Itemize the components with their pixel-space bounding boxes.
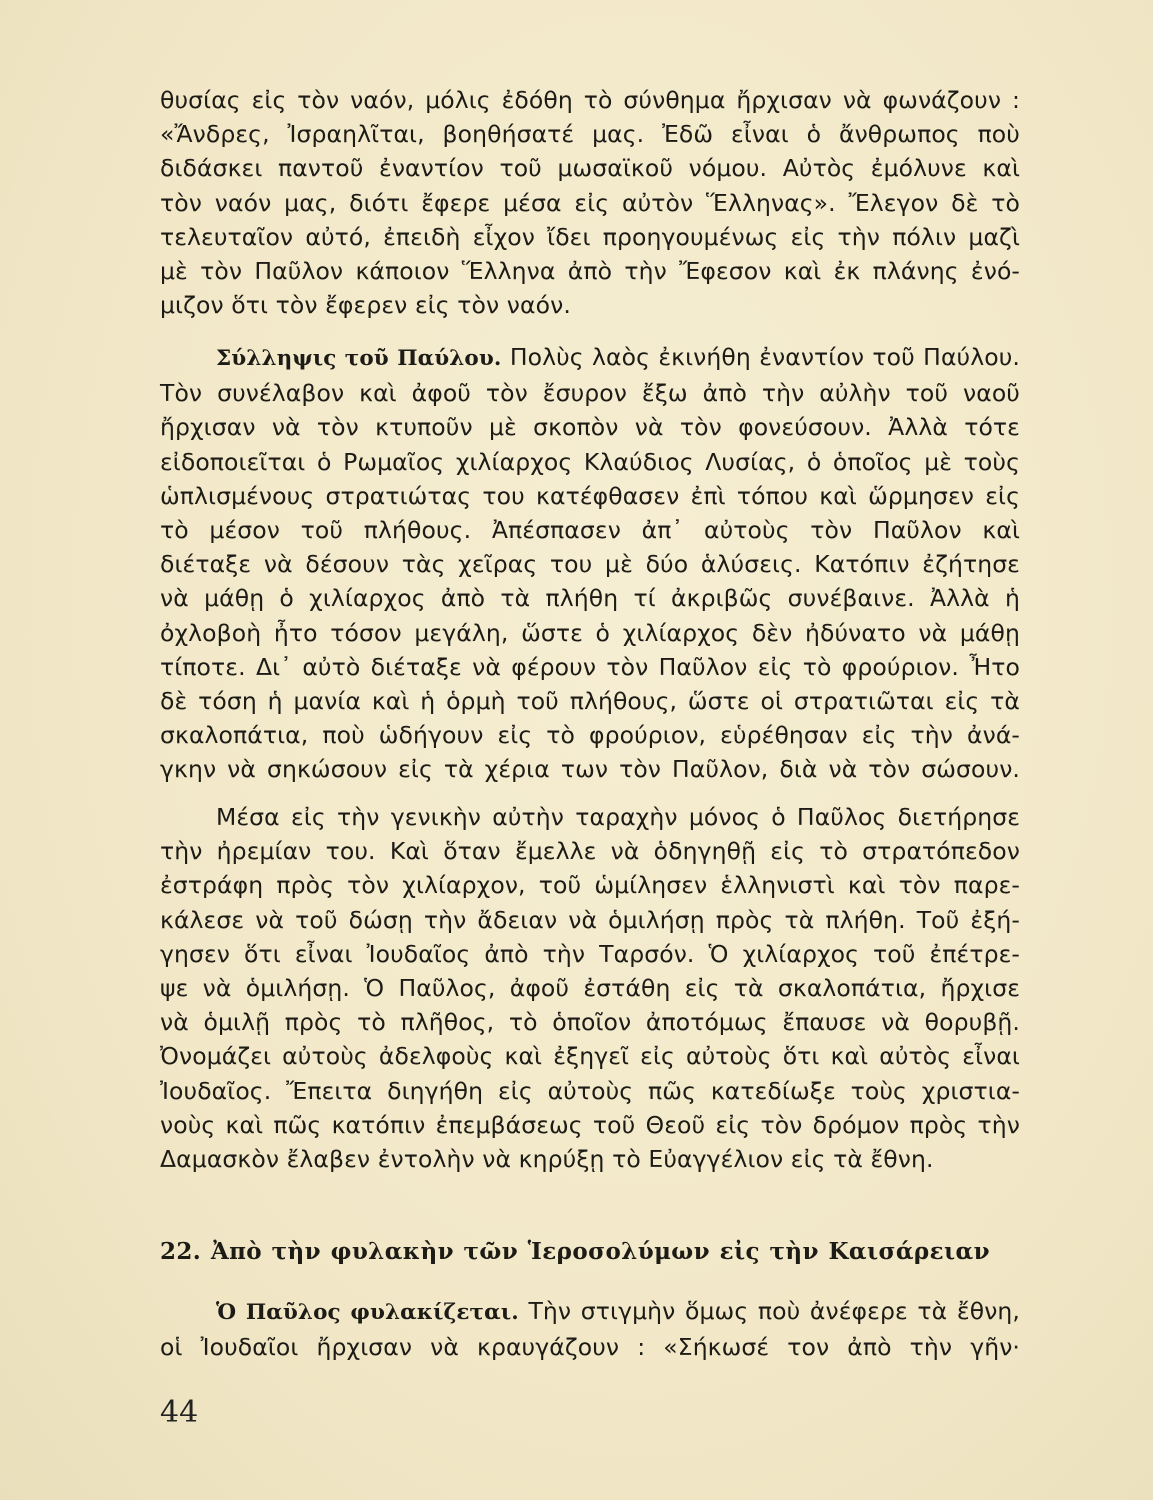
text-line: γησεν ὅτι εἶναι Ἰουδαῖος ἀπὸ τὴν Ταρσόν. Ὁ χιλίαρχος τοῦ ἐπέτρε-	[160, 939, 1020, 968]
text-line: νὰ ὁμιλῇ πρὸς τὸ πλῆθος, τὸ ὁποῖον ἀποτόμως ἔπαυσε νὰ θορυβῇ.	[160, 1008, 1020, 1037]
text-line: τὸν ναόν μας, διότι ἔφερε μέσα εἰς αὐτὸν Ἕλληνας». Ἔλεγον δὲ τὸ	[160, 188, 1020, 217]
text-line: τὴν ἠρεμίαν του. Καὶ ὅταν ἔμελλε νὰ ὁδηγηθῇ εἰς τὸ στρατόπεδον	[160, 837, 1020, 866]
paragraph-4	[160, 1294, 1020, 1364]
paragraph-3	[160, 800, 1020, 1176]
text-line: Τὸν συνέλαβον καὶ ἀφοῦ τὸν ἔσυρον ἔξω ἀπὸ τὴν αὐλὴν τοῦ ναοῦ	[160, 379, 1020, 408]
text-line: νοὺς καὶ πῶς κατόπιν ἐπεμβάσεως τοῦ Θεοῦ εἰς τὸν δρόμον πρὸς τὴν	[160, 1110, 1020, 1139]
text-line: μιζον ὅτι τὸν ἔφερεν εἰς τὸν ναόν.	[160, 291, 571, 320]
text-line: Μέσα εἰς τὴν γενικὴν αὐτὴν ταραχὴν μόνος ὁ Παῦλος διετήρησε	[216, 803, 1020, 831]
paragraph-2	[160, 340, 1020, 787]
text-line: ὡπλισμένους στρατιώτας του κατέφθασεν ἐπὶ τόπου καὶ ὥρμησεν εἰς	[160, 481, 1020, 510]
text-line: Ὀνομάζει αὐτοὺς ἀδελφοὺς καὶ ἐξηγεῖ εἰς αὐτοὺς ὅτι καὶ αὐτὸς εἶναι	[160, 1042, 1020, 1071]
text-line: Ἰουδαῖος. Ἔπειτα διηγήθη εἰς αὐτοὺς πῶς κατεδίωξε τοὺς χριστια-	[160, 1076, 1020, 1105]
text-line: μὲ τὸν Παῦλον κάποιον Ἕλληνα ἀπὸ τὴν Ἔφεσον καὶ ἐκ πλάνης ἐνό-	[160, 257, 1020, 286]
chapter-heading: 22. Ἀπὸ τὴν φυλακὴν τῶν Ἱεροσολύμων εἰς τὴν Καισάρειαν	[160, 1238, 990, 1265]
text-line: οἱ Ἰουδαῖοι ἤρχισαν νὰ κραυγάζουν : «Σήκωσέ τον ἀπὸ τὴν γῆν·	[160, 1333, 1020, 1362]
paragraph-2-first-line	[160, 340, 1020, 376]
paragraph-4-first-line-text: Τὴν στιγμὴν ὅμως ποὺ ἀνέφερε τὰ ἔθνη,	[518, 1297, 1020, 1325]
text-line: κάλεσε νὰ τοῦ δώσῃ τὴν ἄδειαν νὰ ὁμιλήσῃ πρὸς τὰ πλήθη. Τοῦ ἐξή-	[160, 905, 1020, 934]
text-line: ὀχλοβοὴ ἦτο τόσον μεγάλη, ὥστε ὁ χιλίαρχος δὲν ἠδύνατο νὰ μάθῃ	[160, 618, 1020, 647]
text-line: διέταξε νὰ δέσουν τὰς χεῖρας του μὲ δύο ἁλύσεις. Κατόπιν ἐζήτησε	[160, 550, 1020, 579]
text-line: ἤρχισαν νὰ τὸν κτυποῦν μὲ σκοπὸν νὰ τὸν φονεύσουν. Ἀλλὰ τότε	[160, 413, 1020, 442]
page-number: 44	[160, 1395, 199, 1430]
text-line: γκην νὰ σηκώσουν εἰς τὰ χέρια των τὸν Παῦλον, διὰ νὰ τὸν σώσουν.	[160, 755, 1020, 784]
text-line: ἐστράφη πρὸς τὸν χιλίαρχον, τοῦ ὡμίλησεν ἑλληνιστὶ καὶ τὸν παρε-	[160, 871, 1020, 900]
text-line: «Ἄνδρες, Ἰσραηλῖται, βοηθήσατέ μας. Ἐδῶ εἶναι ὁ ἄνθρωπος ποὺ	[160, 120, 1020, 149]
text-line: διδάσκει παντοῦ ἐναντίον τοῦ μωσαϊκοῦ νόμου. Αὐτὸς ἐμόλυνε καὶ	[160, 154, 1020, 183]
run-in-heading-arrest: Σύλληψις τοῦ Παύλου.	[216, 346, 502, 371]
text-line: Δαμασκὸν ἔλαβεν ἐντολὴν νὰ κηρύξῃ τὸ Εὐαγγέλιον εἰς τὰ ἔθνη.	[160, 1145, 934, 1174]
text-line: τελευταῖον αὐτό, ἐπειδὴ εἶχον ἴδει προηγουμένως εἰς τὴν πόλιν μαζὶ	[160, 222, 1020, 251]
text-line: σκαλοπάτια, ποὺ ὡδήγουν εἰς τὸ φρούριον, εὑρέθησαν εἰς τὴν ἀνά-	[160, 721, 1020, 750]
text-line: θυσίας εἰς τὸν ναόν, μόλις ἐδόθη τὸ σύνθημα ἤρχισαν νὰ φωνάζουν :	[160, 86, 1020, 114]
text-line: τίποτε. Δι᾿ αὐτὸ διέταξε νὰ φέρουν τὸν Παῦλον εἰς τὸ φρούριον. Ἦτο	[160, 652, 1020, 681]
paragraph-1	[160, 83, 1020, 322]
paragraph-4-first-line	[160, 1294, 1020, 1330]
text-line: τὸ μέσον τοῦ πλήθους. Ἀπέσπασεν ἀπ᾿ αὐτοὺς τὸν Παῦλον καὶ	[160, 516, 1020, 545]
text-line: νὰ μάθῃ ὁ χιλίαρχος ἀπὸ τὰ πλήθη τί ἀκριβῶς συνέβαινε. Ἀλλὰ ἡ	[160, 584, 1020, 613]
paragraph-2-first-line-text: Πολὺς λαὸς ἐκινήθη ἐναντίον τοῦ Παύλου.	[501, 343, 1020, 371]
text-line: δὲ τόση ἡ μανία καὶ ἡ ὁρμὴ τοῦ πλήθους, ὥστε οἱ στρατιῶται εἰς τὰ	[160, 687, 1020, 716]
text-line: εἰδοποιεῖται ὁ Ρωμαῖος χιλίαρχος Κλαύδιος Λυσίας, ὁ ὁποῖος μὲ τοὺς	[160, 447, 1020, 476]
run-in-heading-imprisoned: Ὁ Παῦλος φυλακίζεται.	[216, 1300, 519, 1325]
text-line: ψε νὰ ὁμιλήσῃ. Ὁ Παῦλος, ἀφοῦ ἐστάθη εἰς τὰ σκαλοπάτια, ἤρχισε	[160, 974, 1020, 1003]
